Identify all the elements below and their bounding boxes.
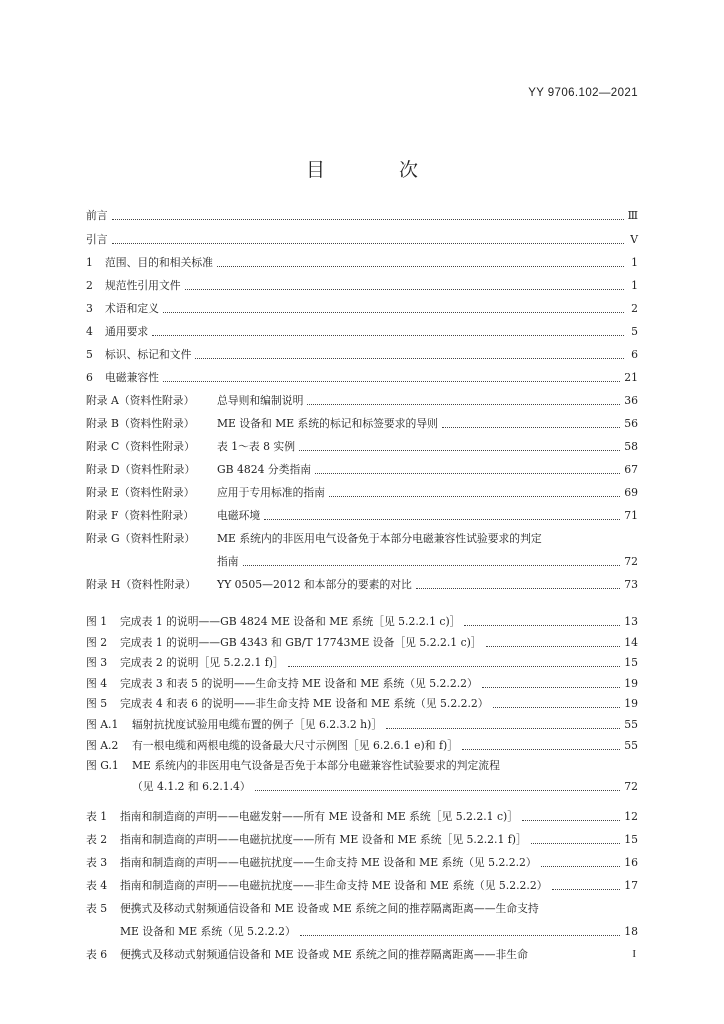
entry-number: 图 1: [86, 615, 108, 628]
entry-page: 56: [624, 417, 638, 430]
leader-dots: [386, 728, 620, 729]
tables-entry[interactable]: [86, 898, 638, 916]
toc-entry[interactable]: [86, 205, 638, 223]
entry-page: 14: [624, 635, 638, 649]
entry-label: 完成表 2 的说明［见 5.2.2.1 f)］: [120, 656, 284, 670]
leader-dots: [522, 820, 620, 821]
leader-dots: [482, 687, 620, 688]
entry-page: Ⅴ: [630, 233, 638, 246]
entry-page: 36: [624, 394, 638, 407]
entry-number: 图 3: [86, 656, 108, 670]
entry-page: 1: [631, 279, 638, 292]
entry-page: 72: [624, 779, 638, 793]
entry-label: 便携式及移动式射频通信设备和 ME 设备或 ME 系统之间的推荐隔离距离——生命支持: [120, 902, 539, 915]
leader-dots: [462, 749, 620, 750]
figures-entry[interactable]: [86, 611, 638, 629]
toc-entry[interactable]: [86, 344, 638, 362]
leader-dots: [464, 625, 620, 626]
leader-dots: [195, 358, 624, 359]
toc-entry[interactable]: [86, 229, 638, 247]
entry-page: Ⅲ: [627, 209, 638, 222]
entry-page: 16: [624, 856, 638, 869]
entry-label: 引言: [86, 233, 108, 246]
leader-dots: [185, 289, 624, 290]
entry-number: 图 G.1: [86, 759, 119, 773]
entry-label: 完成表 4 和表 6 的说明——非生命支持 ME 设备和 ME 系统（见 5.2.2.2）: [120, 697, 489, 711]
entry-number: 5: [86, 348, 93, 361]
figures-entry[interactable]: [86, 714, 638, 732]
entry-page: 55: [624, 718, 638, 731]
entry-label: 完成表 1 的说明——GB 4343 和 GB/T 17743ME 设备［见 5.2.2.1 c)］: [120, 635, 482, 649]
entry-label: YY 0505—2012 和本部分的要素的对比: [217, 578, 412, 591]
tables-entry[interactable]: [86, 852, 638, 870]
tables-entry[interactable]: [86, 806, 638, 824]
entry-label: 标识、标记和文件: [105, 348, 192, 361]
leader-dots: [531, 843, 620, 844]
entry-label: GB 4824 分类指南: [217, 463, 312, 476]
entry-label: ME 设备和 ME 系统（见 5.2.2.2）: [120, 925, 296, 938]
entry-number: 表 6: [86, 948, 108, 961]
figures-entry[interactable]: [86, 673, 638, 691]
leader-dots: [416, 588, 620, 589]
entry-label: 应用于专用标准的指南: [217, 486, 325, 499]
standard-number: YY 9706.102—2021: [528, 87, 638, 99]
entry-number: 附录 H（资料性附录）: [86, 578, 197, 591]
entry-number: 图 2: [86, 635, 108, 649]
leader-dots: [112, 219, 624, 220]
leader-dots: [315, 473, 620, 474]
tables-entry[interactable]: [86, 829, 638, 847]
entry-page: 15: [624, 833, 638, 846]
toc-entry[interactable]: [86, 252, 638, 270]
page-number: I: [632, 948, 636, 960]
entry-label: 指南和制造商的声明——电磁抗扰度——非生命支持 ME 设备和 ME 系统（见 5.2.2.2）: [120, 879, 548, 892]
toc-entry[interactable]: [86, 413, 638, 431]
leader-dots: [300, 935, 621, 936]
entry-number: 6: [86, 371, 93, 384]
toc-entry[interactable]: [86, 551, 638, 569]
entry-number: 图 4: [86, 676, 108, 690]
entry-number: 4: [86, 325, 93, 338]
entry-label: 有一根电缆和两根电缆的设备最大尺寸示例图［见 6.2.6.1 e)和 f)］: [132, 738, 459, 752]
entry-label: 电磁环境: [217, 509, 261, 522]
figures-entry[interactable]: [86, 693, 638, 711]
entry-number: 表 5: [86, 902, 108, 915]
entry-page: 2: [631, 302, 638, 315]
leader-dots: [299, 450, 620, 451]
toc-entry[interactable]: [86, 505, 638, 523]
toc-entry[interactable]: [86, 275, 638, 293]
entry-number: 附录 D（资料性附录）: [86, 463, 196, 476]
entry-page: 67: [624, 463, 638, 476]
leader-dots: [264, 519, 620, 520]
figures-entry[interactable]: [86, 632, 638, 650]
tables-entry[interactable]: [86, 944, 638, 962]
figures-entry[interactable]: [86, 652, 638, 670]
entry-page: 58: [624, 440, 638, 453]
entry-page: 19: [624, 697, 638, 711]
leader-dots: [552, 889, 621, 890]
entry-label: ME 系统内的非医用电气设备是否免于本部分电磁兼容性试验要求的判定流程: [132, 759, 500, 773]
entry-label: 完成表 3 和表 5 的说明——生命支持 ME 设备和 ME 系统（见 5.2.2.2）: [120, 676, 478, 690]
entry-number: 表 4: [86, 879, 108, 892]
entry-label: 便携式及移动式射频通信设备和 ME 设备或 ME 系统之间的推荐隔离距离——非生命: [120, 948, 528, 961]
entry-page: 55: [624, 738, 638, 752]
entry-label: ME 系统内的非医用电气设备免于本部分电磁兼容性试验要求的判定: [217, 532, 542, 545]
leader-dots: [163, 312, 624, 313]
entry-label: 指南: [217, 555, 239, 568]
entry-page: 17: [624, 879, 638, 892]
toc-entry[interactable]: [86, 482, 638, 500]
entry-page: 5: [631, 325, 638, 338]
entry-page: 1: [631, 256, 638, 269]
toc-entry[interactable]: [86, 436, 638, 454]
entry-number: 表 3: [86, 856, 108, 869]
leader-dots: [486, 646, 621, 647]
entry-page: 21: [624, 371, 638, 384]
toc-entry[interactable]: [86, 367, 638, 385]
figures-entry[interactable]: [86, 755, 638, 773]
figures-entry[interactable]: [86, 735, 638, 753]
leader-dots: [307, 404, 620, 405]
entry-page: 73: [624, 578, 638, 591]
entry-number: 表 2: [86, 833, 108, 846]
leader-dots: [243, 565, 621, 566]
entry-number: 图 A.1: [86, 718, 119, 731]
entry-number: 附录 F（资料性附录）: [86, 509, 195, 522]
leader-dots: [163, 381, 620, 382]
entry-label: 通用要求: [105, 325, 149, 338]
tables-entry[interactable]: [86, 921, 638, 939]
entry-page: 19: [624, 676, 638, 690]
entry-number: 表 1: [86, 810, 108, 823]
entry-label: 表 1～表 8 实例: [217, 440, 296, 453]
toc-entry[interactable]: [86, 528, 638, 546]
entry-page: 71: [624, 509, 638, 522]
entry-page: 13: [624, 615, 638, 628]
entry-label: （见 4.1.2 和 6.2.1.4）: [132, 779, 251, 793]
entry-label: ME 设备和 ME 系统的标记和标签要求的导则: [217, 417, 438, 430]
entry-label: 规范性引用文件: [105, 279, 181, 292]
leader-dots: [255, 790, 621, 791]
entry-label: 总导则和编制说明: [217, 394, 304, 407]
page-title: 目 次: [305, 159, 453, 181]
entry-number: 附录 G（资料性附录）: [86, 532, 196, 545]
toc-entry[interactable]: [86, 459, 638, 477]
entry-label: 电磁兼容性: [105, 371, 159, 384]
leader-dots: [442, 427, 620, 428]
entry-number: 1: [86, 256, 93, 269]
leader-dots: [112, 243, 624, 244]
entry-number: 附录 C（资料性附录）: [86, 440, 195, 453]
entry-page: 12: [624, 810, 638, 823]
tables-entry[interactable]: [86, 875, 638, 893]
entry-label: 指南和制造商的声明——电磁发射——所有 ME 设备和 ME 系统［见 5.2.2.1 c)］: [120, 810, 519, 823]
entry-number: 图 A.2: [86, 738, 119, 752]
toc-entry[interactable]: [86, 574, 638, 592]
entry-number: 附录 E（资料性附录）: [86, 486, 195, 499]
leader-dots: [329, 496, 620, 497]
entry-number: 附录 B（资料性附录）: [86, 417, 195, 430]
entry-number: 2: [86, 279, 93, 292]
entry-label: 完成表 1 的说明——GB 4824 ME 设备和 ME 系统［见 5.2.2.1 c)］: [120, 615, 461, 628]
entry-label: 指南和制造商的声明——电磁抗扰度——所有 ME 设备和 ME 系统［见 5.2.2.1 f)］: [120, 833, 527, 846]
entry-label: 范围、目的和相关标准: [105, 256, 213, 269]
toc-entry[interactable]: [86, 390, 638, 408]
entry-page: 69: [624, 486, 638, 499]
toc-entry[interactable]: [86, 321, 638, 339]
entry-label: 前言: [86, 209, 108, 222]
leader-dots: [493, 707, 621, 708]
entry-page: 18: [624, 925, 638, 938]
entry-page: 15: [624, 656, 638, 670]
leader-dots: [288, 666, 620, 667]
entry-number: 图 5: [86, 697, 108, 711]
entry-number: 附录 A（资料性附录）: [86, 394, 195, 407]
entry-page: 6: [631, 348, 638, 361]
toc-entry[interactable]: [86, 298, 638, 316]
entry-label: 辐射抗扰度试验用电缆布置的例子［见 6.2.3.2 h)］: [132, 718, 383, 731]
entry-label: 术语和定义: [105, 302, 159, 315]
leader-dots: [541, 866, 621, 867]
figures-entry[interactable]: [86, 776, 638, 794]
entry-number: 3: [86, 302, 93, 315]
entry-label: 指南和制造商的声明——电磁抗扰度——生命支持 ME 设备和 ME 系统（见 5.2.2.2）: [120, 856, 537, 869]
leader-dots: [217, 266, 624, 267]
leader-dots: [152, 335, 624, 336]
entry-page: 72: [624, 555, 638, 568]
